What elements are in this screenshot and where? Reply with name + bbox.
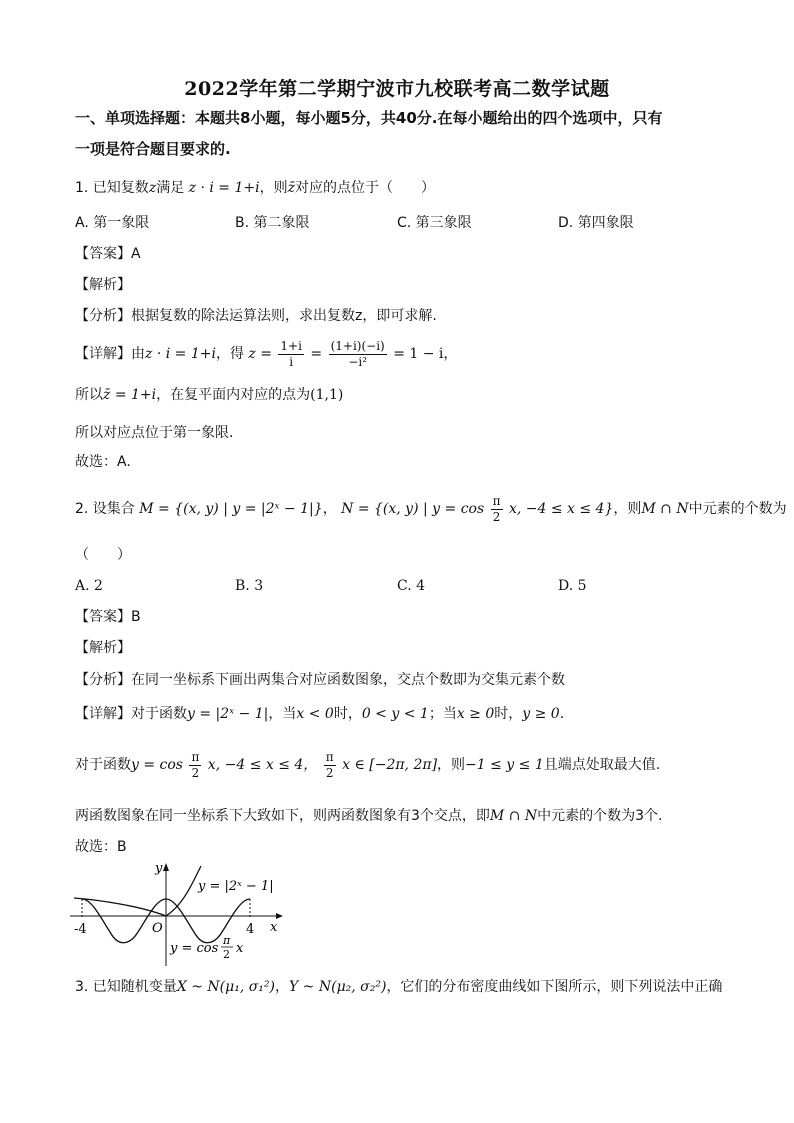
q1-line-a-mid: ，在复平面内对应的点为	[156, 387, 311, 403]
q1-stem-then: ，则	[259, 180, 288, 196]
q2-line2-frac-num: π	[191, 749, 200, 764]
x-axis-arrow-icon	[276, 913, 283, 919]
q3-stem	[75, 977, 722, 997]
q2-line3	[75, 806, 662, 826]
q1-line-a-point: (1,1)	[310, 387, 344, 403]
graph-label-cos-start: y = cos	[170, 941, 219, 956]
q1-var-zbar: z̄	[287, 180, 295, 196]
q3-var-y: Y ~ N(μ₂, σ₂²)	[288, 979, 387, 995]
q2-set-n-fraction	[491, 494, 503, 525]
q2-set-n-end: x, −4 ≤ x ≤ 4}	[508, 501, 614, 517]
q1-stem-suffix: 对应的点位于（ ）	[295, 180, 435, 196]
q3-stem-comma: ，	[274, 979, 289, 995]
q2-detail-shi1: 时，	[333, 706, 362, 722]
q3-var-x: X ~ N(μ₁, σ₁²)	[176, 979, 275, 995]
q2-line2-interval: x ∈ [−2π, 2π]	[342, 757, 438, 773]
section-heading-line2: 一项是符合题目要求的.	[75, 140, 231, 158]
q2-line2-frac2-num: π	[325, 749, 334, 764]
q1-line-c: 故选：A.	[75, 454, 131, 470]
q2-detail-when: ，当	[268, 706, 297, 722]
graph-label-cos-x: x	[236, 941, 244, 956]
q1-line-a-equation: z̄ = 1+i	[103, 387, 157, 403]
graph-label-cos-den: 2	[223, 948, 230, 961]
q1-option-c: C. 第三象限	[397, 215, 472, 231]
q2-detail-shi2: 时，	[494, 706, 523, 722]
q1-var-z: z	[148, 180, 157, 196]
q3-stem-prefix: 3. 已知随机变量	[75, 979, 177, 995]
q1-line-a	[75, 385, 343, 405]
q3-stem-suffix: ，它们的分布密度曲线如下图所示，则下列说法中正确	[386, 979, 723, 995]
q2-answer: 【答案】B	[75, 609, 141, 625]
q1-line-a-prefix: 所以	[75, 387, 103, 403]
q1-detail-equation: z · i = 1+i	[145, 346, 216, 362]
q2-line4: 故选：B	[75, 839, 127, 855]
q2-set-n-frac-num: π	[492, 493, 501, 508]
graph-label-origin: O	[152, 921, 163, 936]
q2-analysis-label: 【解析】	[75, 640, 131, 656]
curve-abs-exp	[74, 866, 201, 916]
q2-line2-suffix: 且端点处取最大值.	[543, 757, 661, 773]
q1-frac1-num: 1+i	[280, 338, 302, 353]
q2-line3-suffix: 中元素的个数为3个.	[537, 808, 663, 824]
q2-detail	[75, 704, 564, 724]
q1-detail-prefix: 【详解】由	[75, 346, 145, 362]
q1-option-b: B. 第二象限	[235, 215, 310, 231]
q2-line2-fraction2	[324, 750, 336, 781]
q1-option-d: D. 第四象限	[558, 215, 634, 231]
q2-line2-frac-den: 2	[191, 765, 200, 780]
q2-detail-range2: y ≥ 0.	[522, 706, 565, 722]
graph-label-y: y	[155, 861, 163, 876]
y-axis-arrow-icon	[163, 863, 169, 871]
q1-line-b: 所以对应点位于第一象限.	[75, 425, 234, 441]
q1-detail-then: ，得	[215, 346, 244, 362]
q2-function-graph	[70, 858, 290, 968]
graph-label-minus4: -4	[74, 922, 87, 937]
q1-fenxi: 【分析】根据复数的除法运算法则，求出复数z，即可求解.	[75, 308, 437, 324]
q1-stem-prefix: 1. 已知复数	[75, 180, 149, 196]
q2-line2-func-end: x, −4 ≤ x ≤ 4，	[207, 757, 318, 773]
q1-stem-mid: 满足	[156, 180, 185, 196]
q2-option-c: C. 4	[397, 578, 426, 594]
q1-option-a: A. 第一象限	[75, 215, 150, 231]
q1-detail: 【详解】由z · i = 1+i，得 z = $\frac{1+i}{i}$ = $\frac{(1+i)(-i)}{\text{−i²}}$ = 1 − i，	[75, 338, 458, 369]
q2-line2-frac2-den: 2	[325, 765, 334, 780]
q1-stem	[75, 178, 435, 198]
q1-analysis-label: 【解析】	[75, 277, 131, 293]
q2-detail-range1: 0 < y < 1	[361, 706, 429, 722]
q1-frac2-den: −i²	[348, 354, 368, 369]
q2-line2-prefix: 对于函数	[75, 757, 131, 773]
q2-detail-prefix: 【详解】对于函数	[75, 706, 187, 722]
q2-line2-fraction	[189, 750, 201, 781]
q2-line3-text: 两函数图象在同一坐标系下大致如下，则两函数图象有3个交点，即	[75, 808, 490, 824]
q2-set-m: M = {(x, y) | y = |2ˣ − 1|}	[139, 501, 323, 517]
q2-line2	[75, 748, 660, 782]
q1-frac2-num: (1+i)(−i)	[330, 338, 385, 353]
q2-intersection: M ∩ N	[641, 501, 689, 517]
q2-fenxi: 【分析】在同一坐标系下画出两集合对应函数图象，交点个数即为交集元素个数	[75, 672, 565, 688]
q2-option-d: D. 5	[558, 578, 587, 594]
q2-line2-range: −1 ≤ y ≤ 1	[465, 757, 544, 773]
q1-fraction-2	[329, 339, 387, 370]
q2-stem-then: ，则	[613, 501, 642, 517]
q2-line3-intersection: M ∩ N	[489, 808, 538, 824]
q2-stem-comma: ，	[322, 501, 337, 517]
page-title: 2022学年第二学期宁波市九校联考高二数学试题	[184, 78, 610, 100]
section-heading-line1: 一、单项选择题：本题共8小题，每小题5分，共40分.在每小题给出的四个选项中，只有	[75, 109, 663, 127]
graph-label-cos-num: π	[223, 934, 231, 947]
graph-label-x: x	[270, 920, 278, 935]
q2-set-n-frac-den: 2	[492, 509, 501, 524]
q2-detail-cond1: x < 0	[296, 706, 334, 722]
q2-paren: （ ）	[75, 547, 131, 563]
q2-set-n-start: N = {(x, y) | y = cos	[341, 501, 485, 517]
graph-label-abs-exp: y = |2ˣ − 1|	[198, 879, 274, 894]
q2-option-a: A. 2	[75, 578, 103, 594]
q2-line2-then: ，则	[437, 757, 466, 773]
q2-line2-func: y = cos	[131, 757, 183, 773]
q1-answer: 【答案】A	[75, 246, 141, 262]
q2-detail-func: y = |2ˣ − 1|	[187, 706, 269, 722]
q2-option-b: B. 3	[235, 578, 264, 594]
q2-detail-cond2: x ≥ 0	[456, 706, 495, 722]
q2-stem	[75, 492, 787, 526]
q2-stem-prefix: 2. 设集合	[75, 501, 135, 517]
q2-detail-when2: ；当	[428, 706, 457, 722]
graph-label-4: 4	[246, 922, 255, 937]
q1-detail-result: = 1 − i，	[393, 346, 458, 362]
q1-detail-z: z =	[248, 346, 272, 362]
q1-stem-equation: z · i = 1+i	[188, 180, 260, 196]
q1-frac1-den: i	[289, 354, 294, 369]
q2-stem-suffix: 中元素的个数为	[688, 501, 787, 517]
q1-fraction-1	[278, 339, 304, 370]
